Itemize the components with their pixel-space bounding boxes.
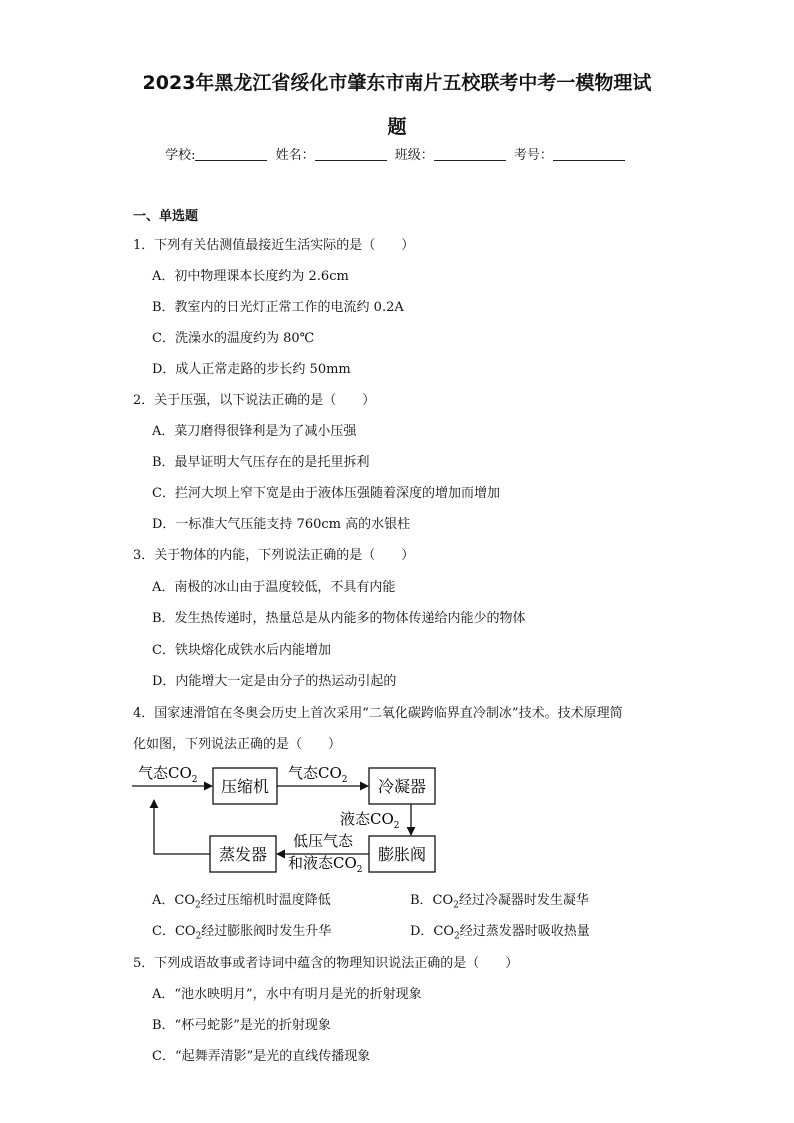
name-blank bbox=[315, 148, 387, 161]
evaporator-label: 蒸发器 bbox=[218, 845, 268, 864]
number-blank bbox=[553, 148, 625, 161]
question-4-option-d: D．$CO_2$经过蒸发器时吸收热量 bbox=[410, 924, 590, 942]
condenser-label: 冷凝器 bbox=[377, 777, 427, 796]
school-blank bbox=[195, 148, 267, 161]
question-4-stem: 4．国家速滑馆在冬奥会历史上首次采用“二氧化碳跨临界直冷制冰”技术。技术原理简 bbox=[133, 706, 623, 721]
section-title: 一、单选题 bbox=[133, 209, 199, 224]
question-1-option-c: C．洗澡水的温度约为 80℃ bbox=[152, 331, 315, 346]
valve-label: 膨胀阀 bbox=[377, 845, 427, 864]
question-3-option-a: A．南极的冰山由于温度较低，不具有内能 bbox=[152, 580, 396, 595]
question-2-option-d: D．一标准大气压能支持 760cm 高的水银柱 bbox=[152, 517, 411, 532]
question-3-stem: 3．关于物体的内能，下列说法正确的是（ ） bbox=[133, 548, 415, 563]
low-pressure-label: 低压气态 bbox=[293, 832, 354, 850]
return-arrow bbox=[154, 800, 210, 854]
question-3-option-b: B．发生热传递时，热量总是从内能多的物体传递给内能少的物体 bbox=[152, 611, 526, 626]
question-3-option-c: C．铁块熔化成铁水后内能增加 bbox=[152, 643, 331, 658]
question-1-option-a: A．初中物理课本长度约为 2.6cm bbox=[152, 269, 349, 284]
question-2-option-a: A．菜刀磨得很锋利是为了减小压强 bbox=[152, 424, 357, 439]
class-blank bbox=[434, 148, 506, 161]
question-1-option-d: D．成人正常走路的步长约 50mm bbox=[152, 362, 351, 377]
question-1-option-b: B．教室内的日光灯正常工作的电流约 0.2A bbox=[152, 300, 404, 315]
question-5-option-a: A．“池水映明月”，水中有明月是光的折射现象 bbox=[152, 987, 422, 1002]
question-1-stem: 1．下列有关估测值最接近生活实际的是（ ） bbox=[133, 238, 415, 253]
page-title-continued: 题 bbox=[387, 116, 407, 138]
question-5-option-c: C．“起舞弄清影”是光的直线传播现象 bbox=[152, 1049, 371, 1064]
question-4-option-b: B．$CO_2$经过冷凝器时发生凝华 bbox=[410, 893, 589, 911]
compressor-label: 压缩机 bbox=[220, 777, 270, 796]
liquid-label: 液态$CO_2$ bbox=[340, 810, 400, 831]
question-3-option-d: D．内能增大一定是由分子的热运动引起的 bbox=[152, 674, 397, 689]
gas-label: 气态$CO_2$ bbox=[288, 764, 348, 785]
question-2-option-b: B．最早证明大气压存在的是托里拆利 bbox=[152, 455, 370, 470]
name-label: 姓名： bbox=[275, 148, 315, 163]
student-info-line bbox=[0, 144, 794, 163]
question-2-option-c: C．拦河大坝上窄下宽是由于液体压强随着深度的增加而增加 bbox=[152, 486, 500, 501]
question-4-option-a: A．$CO_2$经过压缩机时温度降低 bbox=[152, 893, 331, 911]
mixed-phase-label: 和液态$CO_2$ bbox=[288, 854, 363, 875]
question-5-option-b: B．“杯弓蛇影”是光的折射现象 bbox=[152, 1018, 331, 1033]
question-5-stem: 5．下列成语故事或者诗词中蕴含的物理知识说法正确的是（ ） bbox=[133, 956, 519, 971]
co2-refrigeration-diagram bbox=[130, 758, 450, 880]
number-label: 考号： bbox=[513, 148, 553, 163]
class-label: 班级： bbox=[394, 148, 434, 163]
question-4-option-c: C．$CO_2$经过膨胀阀时发生升华 bbox=[152, 924, 332, 942]
page-title: 2023年黑龙江省绥化市肇东市南片五校联考中考一模物理试 bbox=[142, 72, 652, 94]
question-4-stem-continued: 化如图，下列说法正确的是（ ） bbox=[133, 737, 342, 752]
inlet-label: 气态$CO_2$ bbox=[138, 764, 198, 785]
question-2-stem: 2．关于压强，以下说法正确的是（ ） bbox=[133, 393, 376, 408]
school-label: 学校: bbox=[165, 148, 196, 163]
